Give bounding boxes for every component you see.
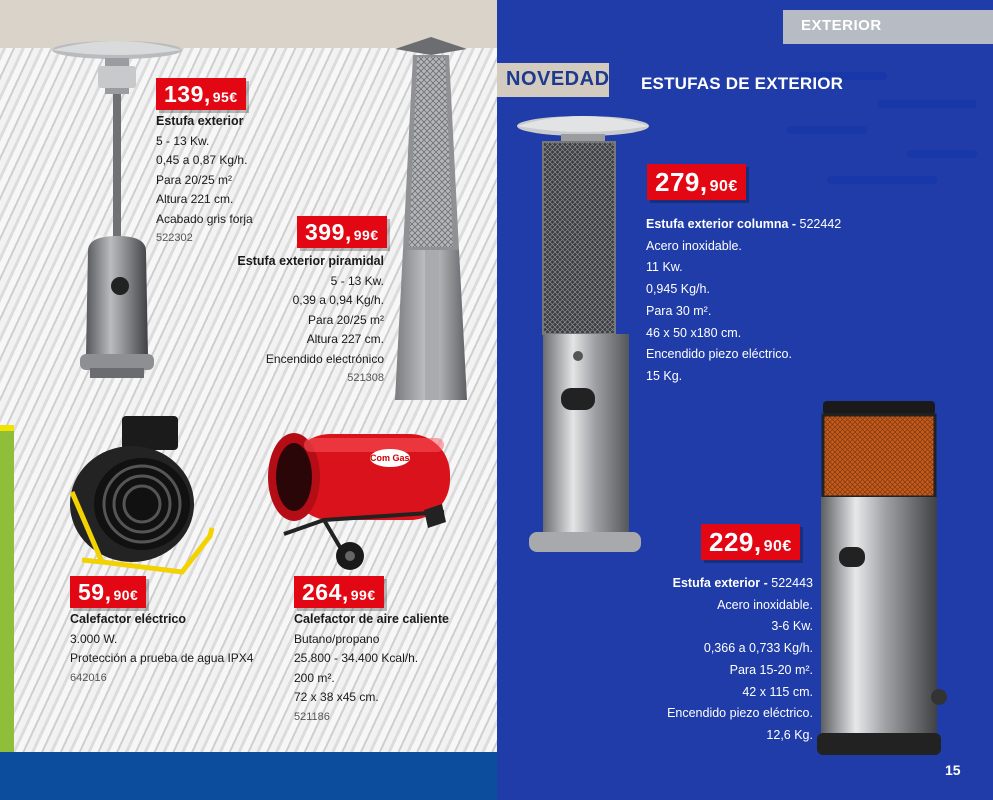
spec-line: Para 20/25 m² bbox=[156, 172, 233, 187]
spec-line: Encendido electrónico bbox=[265, 351, 384, 366]
spec-line: Para 20/25 m² bbox=[307, 312, 384, 327]
product-title: Calefactor de aire caliente bbox=[294, 612, 449, 626]
spec-line: Para 30 m². bbox=[646, 303, 712, 318]
hot-air-heater-image bbox=[264, 424, 464, 574]
spec-line: 72 x 38 x45 cm. bbox=[294, 690, 379, 704]
spec-line: 5 - 13 Kw. bbox=[330, 273, 384, 288]
left-edge-yellow-stripe bbox=[0, 425, 14, 431]
price-cents: 99€ bbox=[350, 587, 376, 603]
price-cents: 95€ bbox=[212, 89, 238, 105]
pyramid-heater-image bbox=[385, 35, 477, 403]
product-ref: 521186 bbox=[294, 710, 330, 723]
price-tag-estufa-columna bbox=[647, 164, 746, 200]
product-info-calefactor-aire bbox=[294, 610, 449, 727]
product-info-calefactor-electrico bbox=[70, 610, 253, 688]
price-main: 399, bbox=[305, 219, 352, 245]
price-main: 59, bbox=[78, 579, 112, 605]
spec-line: 46 x 50 x180 cm. bbox=[646, 325, 742, 340]
spec-line: Butano/propano bbox=[294, 631, 380, 646]
price-tag-calefactor-aire bbox=[294, 576, 384, 608]
section-tab-label: EXTERIOR bbox=[801, 17, 882, 34]
spec-line: 5 - 13 Kw. bbox=[156, 133, 210, 148]
left-bottom-band bbox=[0, 752, 497, 800]
product-info-estufa-piramidal bbox=[220, 252, 384, 389]
left-edge-green-stripe bbox=[0, 425, 14, 755]
spec-line: Acabado gris forja bbox=[156, 211, 253, 226]
price-tag-estufa-exterior-2 bbox=[701, 524, 800, 560]
price-cents: 90€ bbox=[709, 178, 738, 195]
spec-line: 11 Kw. bbox=[646, 260, 683, 275]
decor-streak bbox=[787, 126, 867, 134]
spec-line: 200 m². bbox=[294, 670, 335, 685]
product-title: Estufa exterior piramidal bbox=[237, 254, 384, 268]
spec-line: Acero inoxidable. bbox=[646, 238, 742, 253]
price-cents: 99€ bbox=[353, 227, 379, 243]
price-cents: 90€ bbox=[763, 538, 792, 555]
novedad-badge bbox=[497, 63, 609, 97]
spec-line: Encendido piezo eléctrico. bbox=[646, 347, 792, 362]
spec-line: 0,945 Kg/h. bbox=[646, 282, 710, 297]
price-tag-estufa-piramidal bbox=[297, 216, 387, 248]
column-heater-image bbox=[515, 112, 655, 560]
spec-line: Protección a prueba de agua IPX4 bbox=[70, 651, 254, 665]
spec-line: 0,366 a 0,733 Kg/h. bbox=[703, 641, 813, 656]
spec-line: 42 x 115 cm. bbox=[742, 684, 813, 699]
product-ref: 522302 bbox=[156, 232, 193, 244]
spec-line: Encendido piezo eléctrico. bbox=[667, 706, 813, 721]
spec-line: 25.800 - 34.400 Kcal/h. bbox=[294, 651, 419, 665]
brand-label: Com Gas bbox=[370, 453, 410, 463]
price-main: 264, bbox=[302, 579, 349, 605]
right-page bbox=[497, 0, 993, 800]
product-title: Estufa exterior columna - bbox=[646, 217, 800, 231]
decor-streak bbox=[877, 100, 977, 108]
spec-line: Altura 227 cm. bbox=[306, 332, 384, 346]
product-title: Estufa exterior - bbox=[672, 576, 772, 590]
spec-line: 0,45 a 0,87 Kg/h. bbox=[156, 153, 248, 167]
section-tab bbox=[783, 10, 993, 44]
price-main: 279, bbox=[655, 167, 708, 197]
spec-line: Para 15-20 m². bbox=[729, 662, 813, 677]
product-title: Calefactor eléctrico bbox=[70, 612, 187, 626]
decor-streak bbox=[907, 150, 977, 158]
price-tag-calefactor-electrico bbox=[70, 576, 146, 608]
spec-line: 3-6 Kw. bbox=[771, 619, 813, 634]
spec-line: 0,39 a 0,94 Kg/h. bbox=[292, 293, 384, 307]
price-tag-estufa-exterior bbox=[156, 78, 246, 110]
product-ref: 642016 bbox=[70, 671, 107, 684]
page-number: 15 bbox=[945, 762, 961, 778]
product-info-estufa-exterior bbox=[156, 112, 253, 249]
product-ref: 522443 bbox=[771, 576, 813, 590]
spec-line: 15 Kg. bbox=[646, 368, 683, 383]
price-cents: 90€ bbox=[113, 587, 139, 603]
spec-line: 12,6 Kg. bbox=[766, 727, 813, 742]
spec-line: Acero inoxidable. bbox=[717, 597, 813, 612]
product-info-estufa-columna bbox=[646, 214, 841, 388]
product-title: Estufa exterior bbox=[156, 114, 244, 128]
spec-line: Altura 221 cm. bbox=[156, 192, 234, 206]
price-main: 139, bbox=[164, 81, 211, 107]
compact-heater-image bbox=[815, 397, 951, 762]
product-ref: 521308 bbox=[347, 372, 384, 384]
product-ref: 522442 bbox=[799, 217, 842, 231]
price-main: 229, bbox=[709, 527, 762, 557]
novedad-label: NOVEDAD bbox=[506, 68, 610, 90]
decor-streak bbox=[827, 176, 937, 184]
spec-line: 3.000 W. bbox=[70, 631, 118, 646]
section-title: ESTUFAS DE EXTERIOR bbox=[641, 74, 844, 93]
product-info-estufa-exterior-2 bbox=[633, 573, 813, 747]
electric-heater-image bbox=[62, 412, 232, 580]
